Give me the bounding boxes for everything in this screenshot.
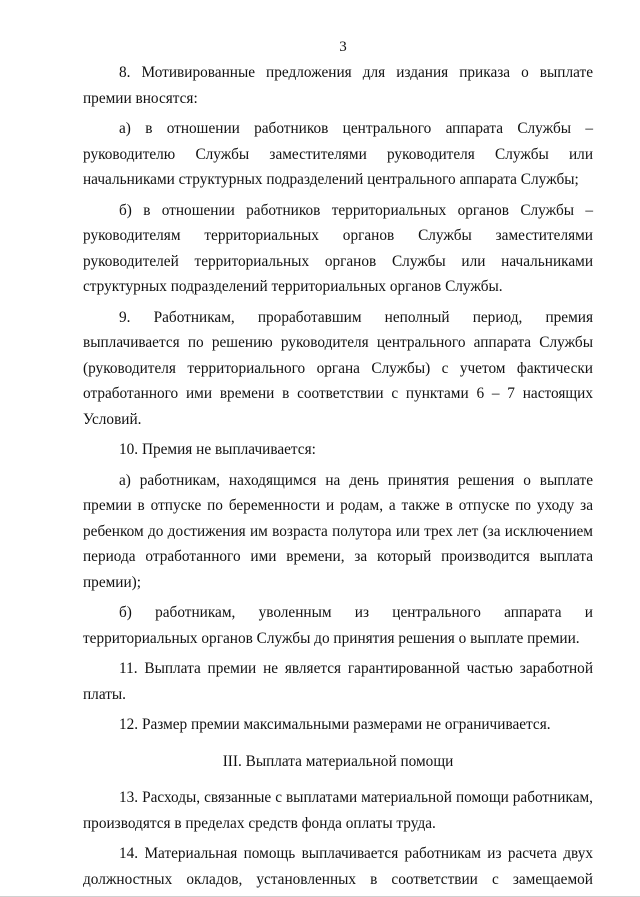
section-heading: III. Выплата материальной помощи <box>222 752 454 770</box>
paragraph-13: 13. Расходы, связанные с выплатами материальной помощи работникам, производятся в пределах средств фонда оплаты труда. <box>83 789 593 832</box>
paragraph-11: 11. Выплата премии не является гарантированной частью заработной платы. <box>83 660 593 703</box>
document-body <box>83 60 593 892</box>
paragraph-10b: б) работникам, уволенным из центрального аппарата и территориальных органов Службы до принятия решения о выплате премии. <box>83 604 593 647</box>
paragraph-14: 14. Материальная помощь выплачивается работникам из расчета двух должностных окладов, установленных в соответствии с замещаемой <box>83 845 593 888</box>
paragraph-8: 8. Мотивированные предложения для издания приказа о выплате премии вносятся: <box>83 64 593 107</box>
paragraph-8a: а) в отношении работников центрального аппарата Службы – руководителю Службы заместителями руководителя Службы или начальниками структурных подразделений центрального аппарата Службы; <box>83 120 593 188</box>
paragraph-10: 10. Премия не выплачивается: <box>119 441 316 458</box>
paragraph-10a: а) работникам, находящимся на день принятия решения о выплате премии в отпуске по беременности и родам, а также в отпуске по уходу за ребенком до достижения им возраста полутора или трех лет (за исключением периода отработанного ими времени, за который производится выплата премии); <box>83 471 593 591</box>
paragraph-8b: б) в отношении работников территориальных органов Службы – руководителям территориальных органов Службы заместителями руководителей территориальных органов Службы или начальниками структурных подразделений территориальных органов Службы. <box>83 201 593 295</box>
page-number: 3 <box>339 39 347 55</box>
paragraph-9: 9. Работникам, проработавшим неполный период, премия выплачивается по решению руководителя центрального аппарата Службы (руководителя территориального органа Службы) с учетом фактически отработанного ими времени в соответствии с пунктами 6 – 7 настоящих Условий. <box>83 308 593 428</box>
paragraph-12: 12. Размер премии максимальными размерами не ограничивается. <box>119 716 551 733</box>
